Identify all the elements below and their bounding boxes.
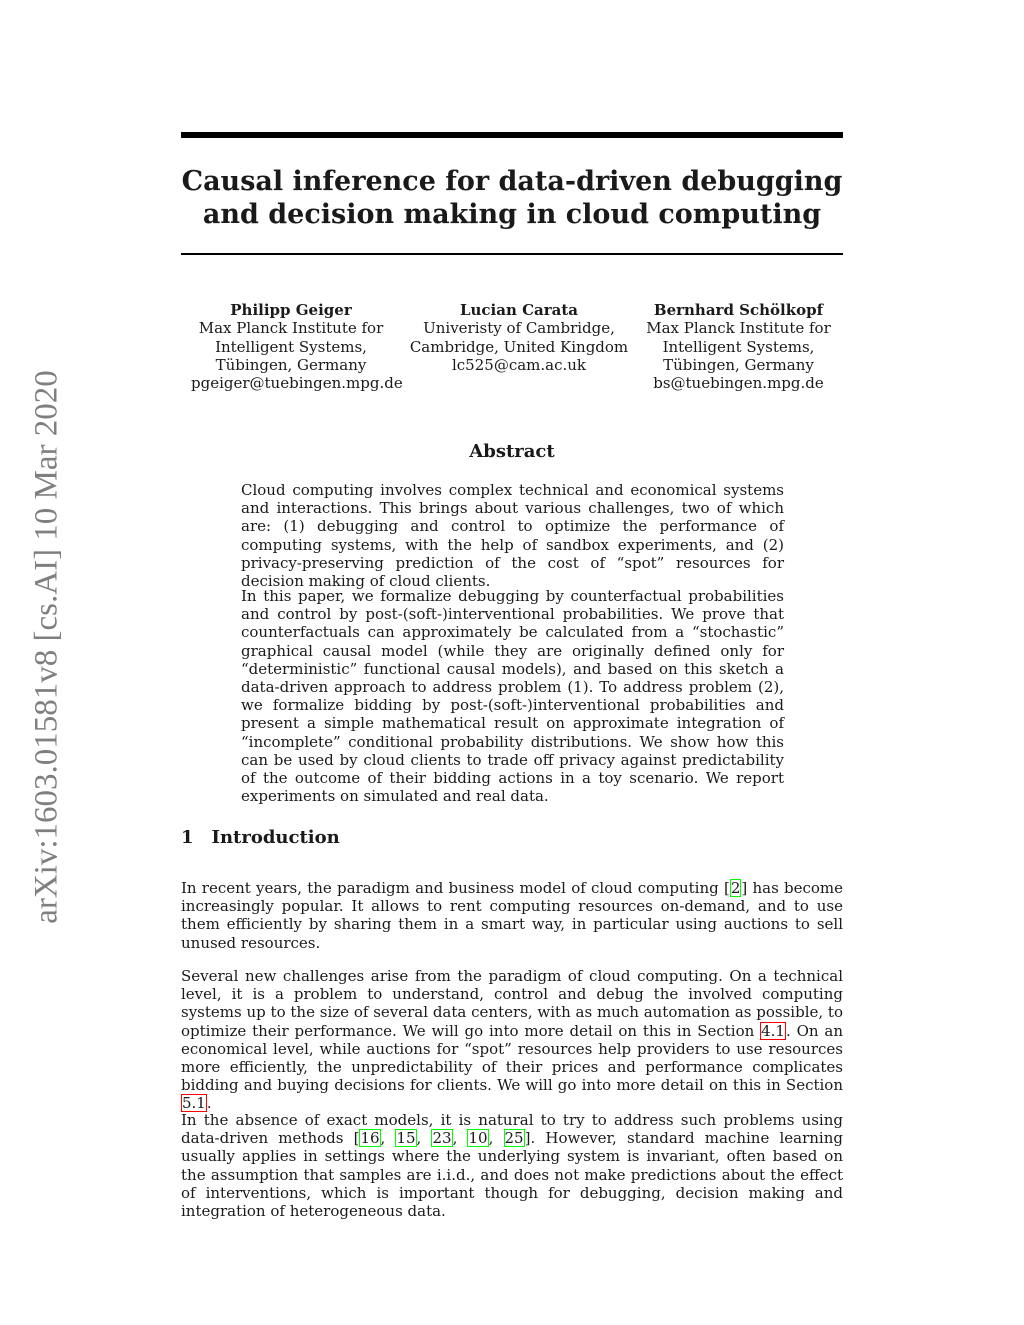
author-affiliation: Intelligent Systems, [215,337,367,356]
author-location: Tübingen, Germany [215,355,367,374]
intro-text: ]. However, standard machine learning usually applies in settings where the underlying system is invariant, often based on the assumption that samples are i.i.d., and does not make predictions about the effect of interventions, which is important though for debugging, decision making and integration of heterogeneous data. [181,1129,843,1221]
author-name: Lucian Carata [459,301,579,319]
author-location: Tübingen, Germany [663,355,814,374]
title-line-1: Causal inference for data-driven debugging [181,166,843,197]
intro-text: In recent years, the paradigm and business model of cloud computing [181,879,724,897]
citation-link[interactable]: 2 [730,879,741,897]
citation-link[interactable]: 25 [504,1129,524,1148]
citation-link[interactable]: 23 [432,1129,452,1148]
arxiv-identifier: arXiv:1603.01581v8 [cs.AI] 10 Mar 2020 [28,370,65,924]
title-top-rule [181,132,843,138]
citation-link[interactable]: 15 [396,1129,416,1148]
section-link[interactable]: 5.1 [182,1094,206,1113]
section-link[interactable]: 4.1 [761,1021,785,1040]
intro-paragraph-2 [181,967,843,1113]
author-email[interactable]: pgeiger@tuebingen.mpg.de [191,374,403,393]
author-name: Philipp Geiger [230,301,352,319]
section-heading-introduction [181,827,340,848]
author-affiliation: Max Planck Institute for [198,319,384,338]
author-name: Bernhard Schölkopf [653,301,824,319]
intro-paragraph-3: In the absence of exact models, it is natural to try to address such problems using data-driven methods [16, 15, 23, 10, 25]. However, standard machine learning usually applies in settings where the underlying system is invariant, often based on the assumption that samples are i.i.d., and does not make predictions about the effect of interventions, which is important though for debugging, decision making and integration of heterogeneous data. [181,1111,843,1221]
paper-title [181,165,843,231]
abstract-paragraph-2: In this paper, we formalize debugging by counterfactual probabilities and control by post-(soft-)interventional probabilities. We prove that counterfactuals can approximately be calculated from a “stochastic” graphical causal model (while they are originally defined only for “deterministic” functional causal models), and based on this sketch a data-driven approach to address problem (1). To address problem (2), we formalize bidding by post-(soft-)interventional probabilities and present a simple mathematical result on approximate integration of “incomplete” conditional probability distributions. We show how this can be used by cloud clients to trade off privacy against predictability of the outcome of their bidding actions in a toy scenario. We report experiments on simulated and real data. [241,587,784,806]
author-block-carata [404,301,634,374]
intro-text: . [206,1094,212,1113]
author-email[interactable]: lc525@cam.ac.uk [451,355,587,374]
author-email[interactable]: bs@tuebingen.mpg.de [653,374,824,393]
abstract-paragraph-1: Cloud computing involves complex technical and economical systems and interactions. This brings about various challenges, two of which are: (1) debugging and control to optimize the performance of computing systems, with the help of sandbox experiments, and (2) privacy-preserving prediction of the cost of “spot” resources for decision making of cloud clients. [241,481,784,591]
intro-text: In the absence of exact models, it is natural to try to address such problems using data-driven methods [ [181,1111,843,1148]
intro-text: Several new challenges arise from the paradigm of cloud computing. On a technical level, it is a problem to understand, control and debug the involved computing systems up to the size of several data centers, with as much automation as possible, to optimize their performance. We will go into more detail on this in Section [181,967,843,1040]
abstract-heading: Abstract [469,441,555,462]
section-number: 1 [181,827,194,848]
author-block-schoelkopf [636,301,841,392]
author-location: Cambridge, United Kingdom [409,337,629,356]
author-affiliation: Max Planck Institute for [646,319,831,338]
author-block-geiger [191,301,403,393]
intro-paragraph-1: In recent years, the paradigm and business model of cloud computing [2] has become increasingly popular. It allows to rent computing resources on-demand, and to use them efficiently by sharing them in a smart way, in particular using auctions to sell unused resources. [181,879,843,952]
intro-text: . On an economical level, while auctions for “spot” resources help providers to use resources more efficiently, the unpredictability of their prices and performance complicates bidding and buying decisions for clients. We will go into more detail on this in Section [181,1021,843,1095]
citation-link[interactable]: 16 [360,1129,380,1148]
intro-text: has become increasingly popular. It allows to rent computing resources on-demand, and to use them efficiently by sharing them in a smart way, in particular using auctions to sell unused resources. [181,879,843,952]
title-line-2: and decision making in cloud computing [202,199,822,230]
citation-link[interactable]: 10 [468,1129,488,1148]
section-title: Introduction [211,827,340,848]
author-affiliation: Univeristy of Cambridge, [423,319,615,338]
author-affiliation: Intelligent Systems, [662,337,815,356]
title-bottom-rule [181,253,843,255]
